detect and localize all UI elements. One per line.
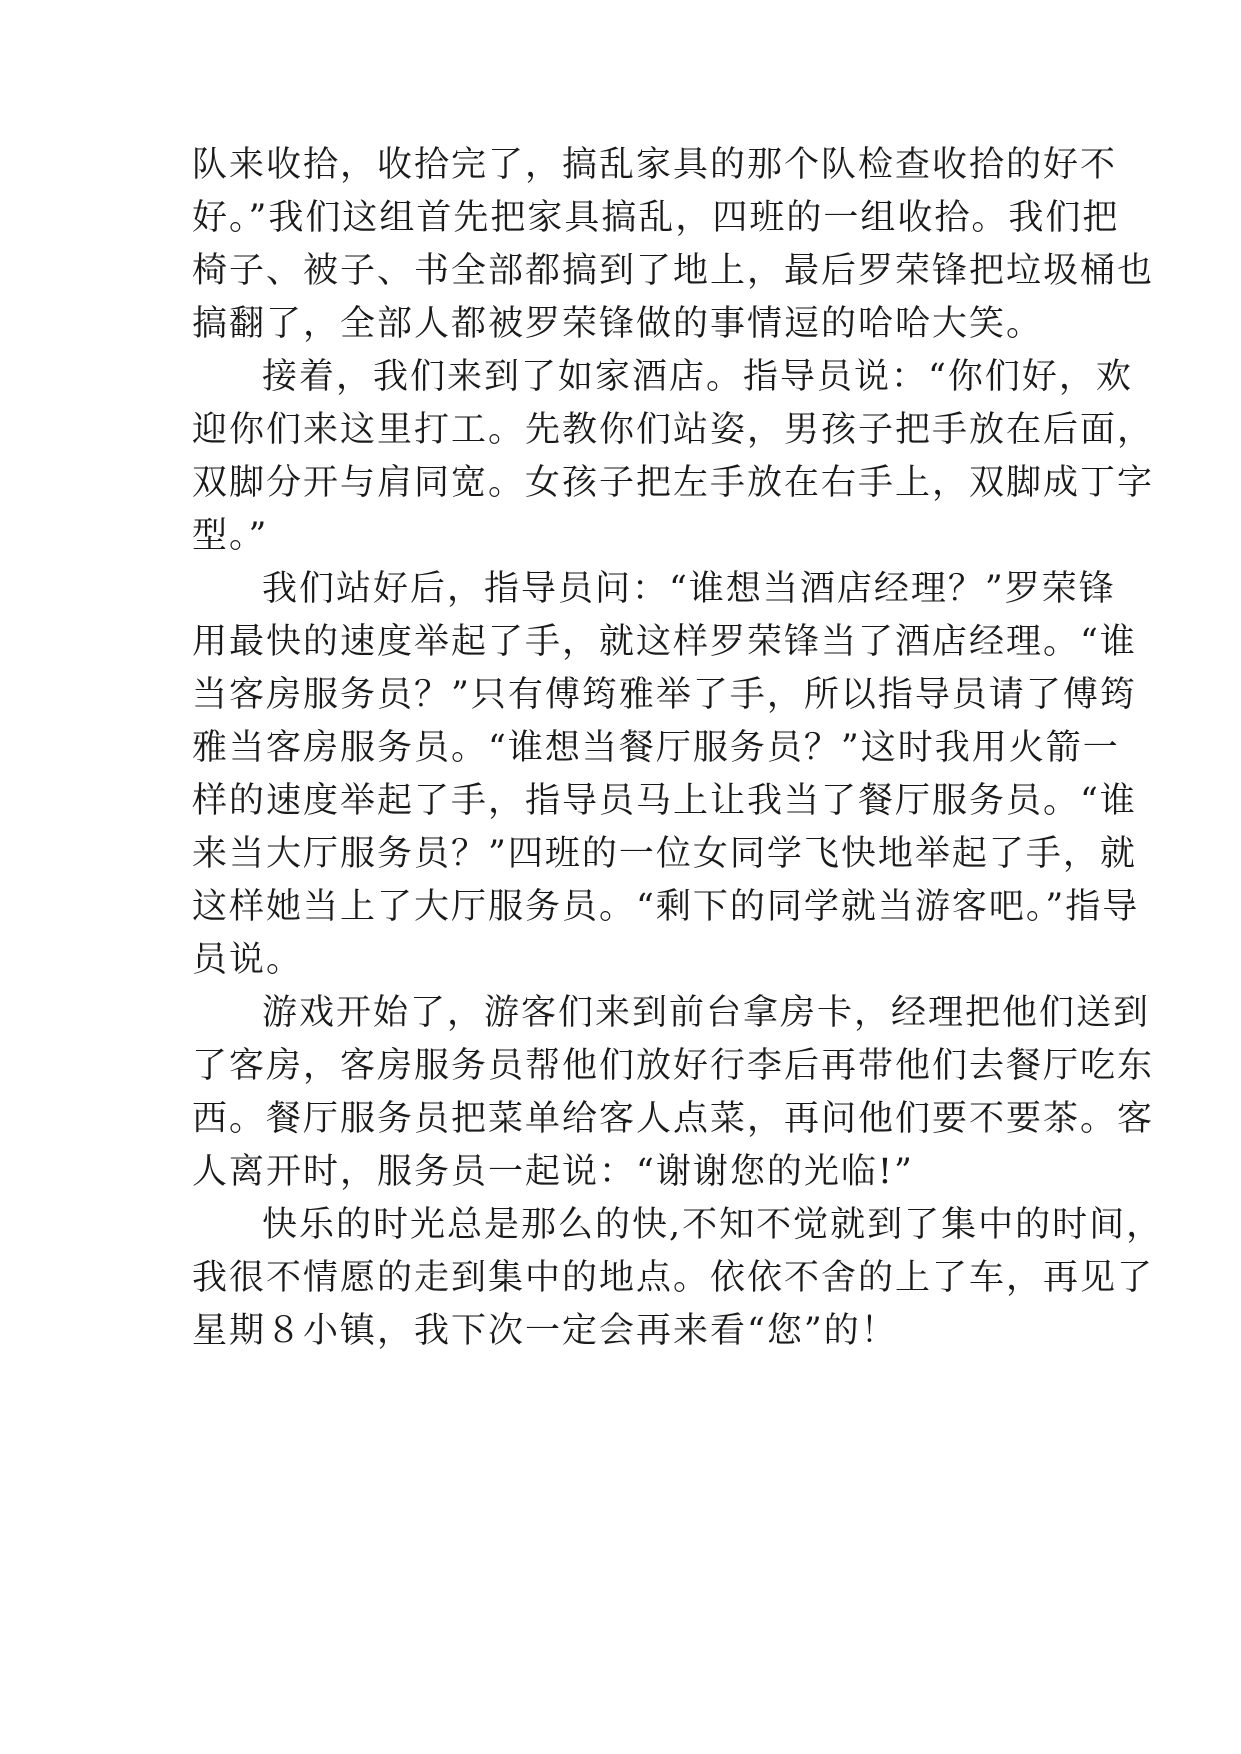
text-line: 西。餐厅服务员把菜单给客人点菜，再问他们要不要茶。客 xyxy=(192,1099,1155,1139)
text-line: 迎你们来这里打工。先教你们站姿，男孩子把手放在后面， xyxy=(192,410,1155,450)
text-line: 当客房服务员？”只有傅筠雅举了手，所以指导员请了傅筠 xyxy=(192,675,1137,715)
text-line: 快乐的时光总是那么的快,不知不觉就到了集中的时间， xyxy=(262,1205,1164,1245)
text-line: 我很不情愿的走到集中的地点。依依不舍的上了车，再见了 xyxy=(192,1258,1155,1298)
text-line: 这样她当上了大厅服务员。“剩下的同学就当游客吧。”指导 xyxy=(192,887,1140,927)
text-line: 型。” xyxy=(192,516,269,556)
text-line: 双脚分开与肩同宽。女孩子把左手放在右手上，双脚成丁字 xyxy=(192,463,1155,503)
text-line: 样的速度举起了手，指导员马上让我当了餐厅服务员。“谁 xyxy=(192,781,1137,821)
text-line: 星期８小镇，我下次一定会再来看“您”的！ xyxy=(192,1311,898,1351)
text-line: 雅当客房服务员。“谁想当餐厅服务员？”这时我用火箭一 xyxy=(192,728,1120,768)
text-line: 椅子、被子、书全部都搞到了地上，最后罗荣锋把垃圾桶也 xyxy=(192,251,1155,291)
text-line: 来当大厅服务员？”四班的一位女同学飞快地举起了手，就 xyxy=(192,834,1137,874)
text-line: 我们站好后，指导员问：“谁想当酒店经理？”罗荣锋 xyxy=(262,569,1116,609)
text-line: 用最快的速度举起了手，就这样罗荣锋当了酒店经理。“谁 xyxy=(192,622,1137,662)
text-line: 了客房，客房服务员帮他们放好行李后再带他们去餐厅吃东 xyxy=(192,1046,1155,1086)
text-line: 接着，我们来到了如家酒店。指导员说：“你们好，欢 xyxy=(262,357,1133,397)
text-line: 队来收拾，收拾完了，搞乱家具的那个队检查收拾的好不 xyxy=(192,145,1118,185)
text-line: 搞翻了，全部人都被罗荣锋做的事情逗的哈哈大笑。 xyxy=(192,304,1044,344)
text-line: 游戏开始了，游客们来到前台拿房卡，经理把他们送到 xyxy=(262,993,1151,1033)
text-line: 好。”我们这组首先把家具搞乱，四班的一组收拾。我们把 xyxy=(192,198,1120,238)
text-line: 员说。 xyxy=(192,940,304,980)
text-line: 人离开时，服务员一起说：“谢谢您的光临!” xyxy=(192,1152,914,1192)
